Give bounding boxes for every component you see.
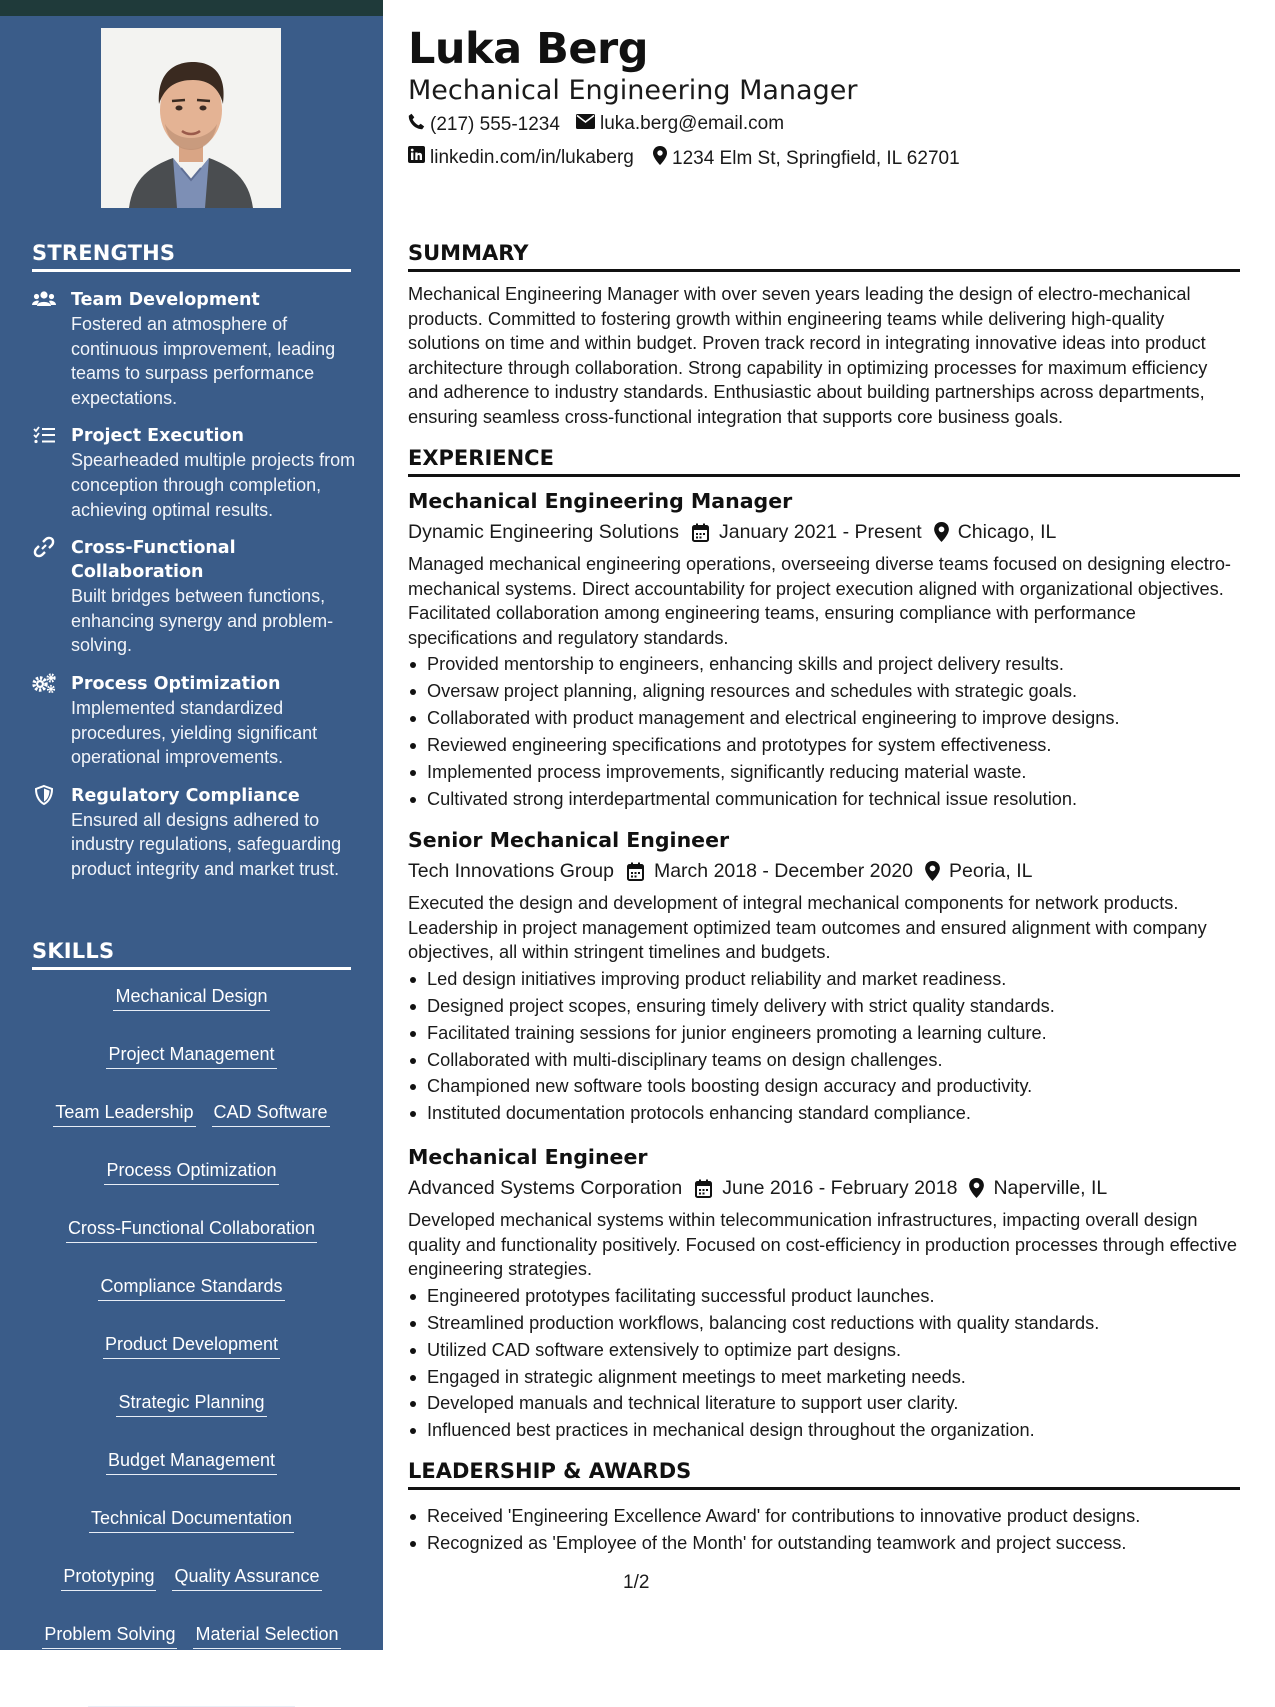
skill-tag: Strategic Planning — [116, 1391, 266, 1417]
job-bullets — [408, 1283, 1240, 1444]
experience-heading: EXPERIENCE — [408, 446, 1240, 477]
page-number: 1/2 — [623, 1572, 650, 1593]
job-description: Executed the design and development of integral mechanical components for network products. Leadership in project management optimized team outcomes and ensured alignment with company objectives, all within stringent timelines and budgets. — [408, 893, 1207, 963]
summary-heading: SUMMARY — [408, 241, 1240, 272]
skill-tag: Mechanical Design — [113, 985, 269, 1011]
map-pin-icon — [969, 1178, 984, 1198]
job-bullets — [408, 651, 1240, 812]
skill-tag: Manufacturing Processes — [88, 1681, 295, 1707]
task-list-icon — [32, 425, 56, 445]
bullet-item: Cultivated strong interdepartmental communication for technical issue resolution. — [408, 786, 1240, 813]
calendar-icon — [627, 862, 644, 881]
strength-item — [32, 784, 362, 882]
experience-entry — [408, 826, 1240, 1127]
map-pin-icon — [934, 522, 949, 542]
bullet-item: Collaborated with product management and electrical engineering to improve designs. — [408, 705, 1240, 732]
company-name: Advanced Systems Corporation — [408, 1177, 683, 1199]
gears-icon — [32, 673, 56, 693]
job-role: Senior Mechanical Engineer — [408, 828, 730, 852]
strength-item — [32, 424, 362, 522]
bullet-item: Reviewed engineering specifications and prototypes for system effectiveness. — [408, 732, 1240, 759]
bullet-item: Championed new software tools boosting design accuracy and productivity. — [408, 1073, 1240, 1100]
strengths-list — [32, 288, 362, 896]
job-meta — [408, 518, 1240, 546]
job-dates: March 2018 - December 2020 — [653, 860, 914, 882]
strength-title: Cross-Functional Collaboration — [71, 538, 236, 583]
strength-description: Fostered an atmosphere of continuous improvement, leading teams to surpass performance expectations. — [71, 314, 336, 408]
address-text: 1234 Elm St, Springfield, IL 62701 — [672, 147, 960, 169]
job-role: Mechanical Engineer — [408, 1145, 648, 1169]
calendar-icon — [692, 523, 709, 542]
map-pin-icon — [653, 146, 667, 171]
skill-tag: Quality Assurance — [172, 1565, 321, 1591]
bullet-item: Influenced best practices in mechanical design throughout the organization. — [408, 1417, 1240, 1444]
skills-list — [32, 985, 351, 1707]
job-location: Chicago, IL — [957, 521, 1057, 543]
strength-description: Ensured all designs adhered to industry regulations, safeguarding product integrity and market trust. — [71, 809, 342, 879]
bullet-item: Facilitated training sessions for junior engineers promoting a learning culture. — [408, 1020, 1240, 1047]
skill-tag: Project Management — [106, 1043, 276, 1069]
calendar-icon — [695, 1179, 712, 1198]
job-role: Mechanical Engineering Manager — [408, 489, 793, 513]
candidate-title: Mechanical Engineering Manager — [408, 75, 858, 106]
linkedin-icon — [408, 146, 425, 169]
bullet-item: Engaged in strategic alignment meetings to meet marketing needs. — [408, 1364, 1240, 1391]
experience-entry — [408, 487, 1240, 813]
strength-description: Spearheaded multiple projects from conception through completion, achieving optimal results. — [71, 450, 356, 520]
job-description: Managed mechanical engineering operations, overseeing diverse teams focused on designing electro-mechanical systems. Direct accountability for project execution aligned with organizational objectives. Facilitated collaboration among engineering teams, ensuring compliance with performance specifications and regulatory standards. — [408, 554, 1231, 648]
strength-title: Project Execution — [71, 426, 244, 447]
phone-icon — [408, 113, 425, 136]
job-meta — [408, 857, 1240, 885]
skill-tag: Product Development — [103, 1333, 280, 1359]
contact-phone — [408, 113, 560, 136]
envelope-icon — [576, 113, 595, 135]
skills-heading: SKILLS — [32, 939, 351, 970]
strength-item — [32, 536, 362, 658]
email-address[interactable]: luka.berg@email.com — [600, 113, 785, 134]
skill-tag: Compliance Standards — [98, 1275, 284, 1301]
skill-tag: Problem Solving — [42, 1623, 177, 1649]
sidebar — [0, 0, 383, 1702]
bullet-item: Utilized CAD software extensively to optimize part designs. — [408, 1337, 1240, 1364]
summary-text: Mechanical Engineering Manager with over seven years leading the design of electro-mechanical products. Committed to fostering growth within engineering teams while delivering high-quality solutions on time and within budget. Proven track record in integrating innovative ideas into product architecture through collaboration. Strong capability in optimizing processes for maximum efficiency and adherence to industry standards. Enthusiastic about building partnerships across departments, ensuring seamless cross-functional integration that supports core business goals. — [408, 284, 1208, 427]
skill-tag: Material Selection — [193, 1623, 340, 1649]
strength-title: Process Optimization — [71, 673, 281, 694]
experience-entry — [408, 1143, 1240, 1444]
award-item: Recognized as 'Employee of the Month' for outstanding teamwork and project success. — [408, 1530, 1240, 1557]
bullet-item: Engineered prototypes facilitating successful product launches. — [408, 1283, 1240, 1310]
job-location: Peoria, IL — [949, 860, 1033, 882]
users-icon — [32, 289, 56, 309]
company-name: Tech Innovations Group — [408, 860, 614, 882]
bullet-item: Oversaw project planning, aligning resources and schedules with strategic goals. — [408, 678, 1240, 705]
bullet-item: Streamlined production workflows, balancing cost reductions with quality standards. — [408, 1310, 1240, 1337]
contact-linkedin — [408, 146, 634, 169]
strength-item — [32, 672, 362, 770]
skill-tag: Prototyping — [61, 1565, 156, 1591]
profile-photo — [101, 28, 281, 208]
bullet-item: Designed project scopes, ensuring timely delivery with strict quality standards. — [408, 993, 1240, 1020]
awards-list — [408, 1503, 1240, 1557]
strength-title: Team Development — [71, 290, 260, 310]
job-location: Naperville, IL — [993, 1177, 1108, 1199]
company-name: Dynamic Engineering Solutions — [408, 521, 679, 543]
strength-title: Regulatory Compliance — [71, 785, 300, 806]
job-meta — [408, 1174, 1240, 1202]
job-bullets — [408, 966, 1240, 1127]
linkedin-url[interactable]: linkedin.com/in/lukaberg — [430, 146, 634, 168]
strength-description: Implemented standardized procedures, yielding significant operational improvements. — [71, 697, 318, 768]
phone-number: (217) 555-1234 — [430, 113, 560, 135]
link-icon — [32, 537, 56, 557]
sidebar-top-bar — [0, 0, 383, 16]
shield-icon — [32, 785, 56, 805]
skill-tag: Technical Documentation — [89, 1507, 294, 1533]
bullet-item: Instituted documentation protocols enhancing standard compliance. — [408, 1100, 1240, 1127]
job-description: Developed mechanical systems within telecommunication infrastructures, impacting overall design quality and functionality positively. Focused on cost-efficiency in production processes through effective engineering strategies. — [408, 1210, 1238, 1280]
bullet-item: Led design initiatives improving product reliability and market readiness. — [408, 966, 1240, 993]
skill-tag: Cross-Functional Collaboration — [66, 1217, 317, 1243]
bullet-item: Collaborated with multi-disciplinary teams on design challenges. — [408, 1047, 1240, 1074]
award-item: Received 'Engineering Excellence Award' for contributions to innovative product designs. — [408, 1503, 1240, 1530]
bullet-item: Developed manuals and technical literature to support user clarity. — [408, 1390, 1240, 1417]
strength-description: Built bridges between functions, enhancing synergy and problem-solving. — [71, 586, 334, 656]
strengths-heading: STRENGTHS — [32, 241, 351, 272]
skill-tag: CAD Software — [212, 1101, 330, 1127]
skill-tag: Budget Management — [106, 1449, 277, 1475]
skill-tag: Process Optimization — [104, 1159, 278, 1185]
contact-address — [653, 146, 960, 171]
job-dates: January 2021 - Present — [718, 521, 922, 543]
skill-tag: Team Leadership — [53, 1101, 195, 1127]
map-pin-icon — [925, 861, 940, 881]
candidate-name: Luka Berg — [408, 24, 649, 74]
awards-heading: LEADERSHIP & AWARDS — [408, 1459, 1240, 1490]
job-dates: June 2016 - February 2018 — [722, 1177, 958, 1199]
bullet-item: Implemented process improvements, significantly reducing material waste. — [408, 759, 1240, 786]
strength-item — [32, 288, 362, 410]
bullet-item: Provided mentorship to engineers, enhancing skills and project delivery results. — [408, 651, 1240, 678]
contact-email — [576, 113, 784, 135]
